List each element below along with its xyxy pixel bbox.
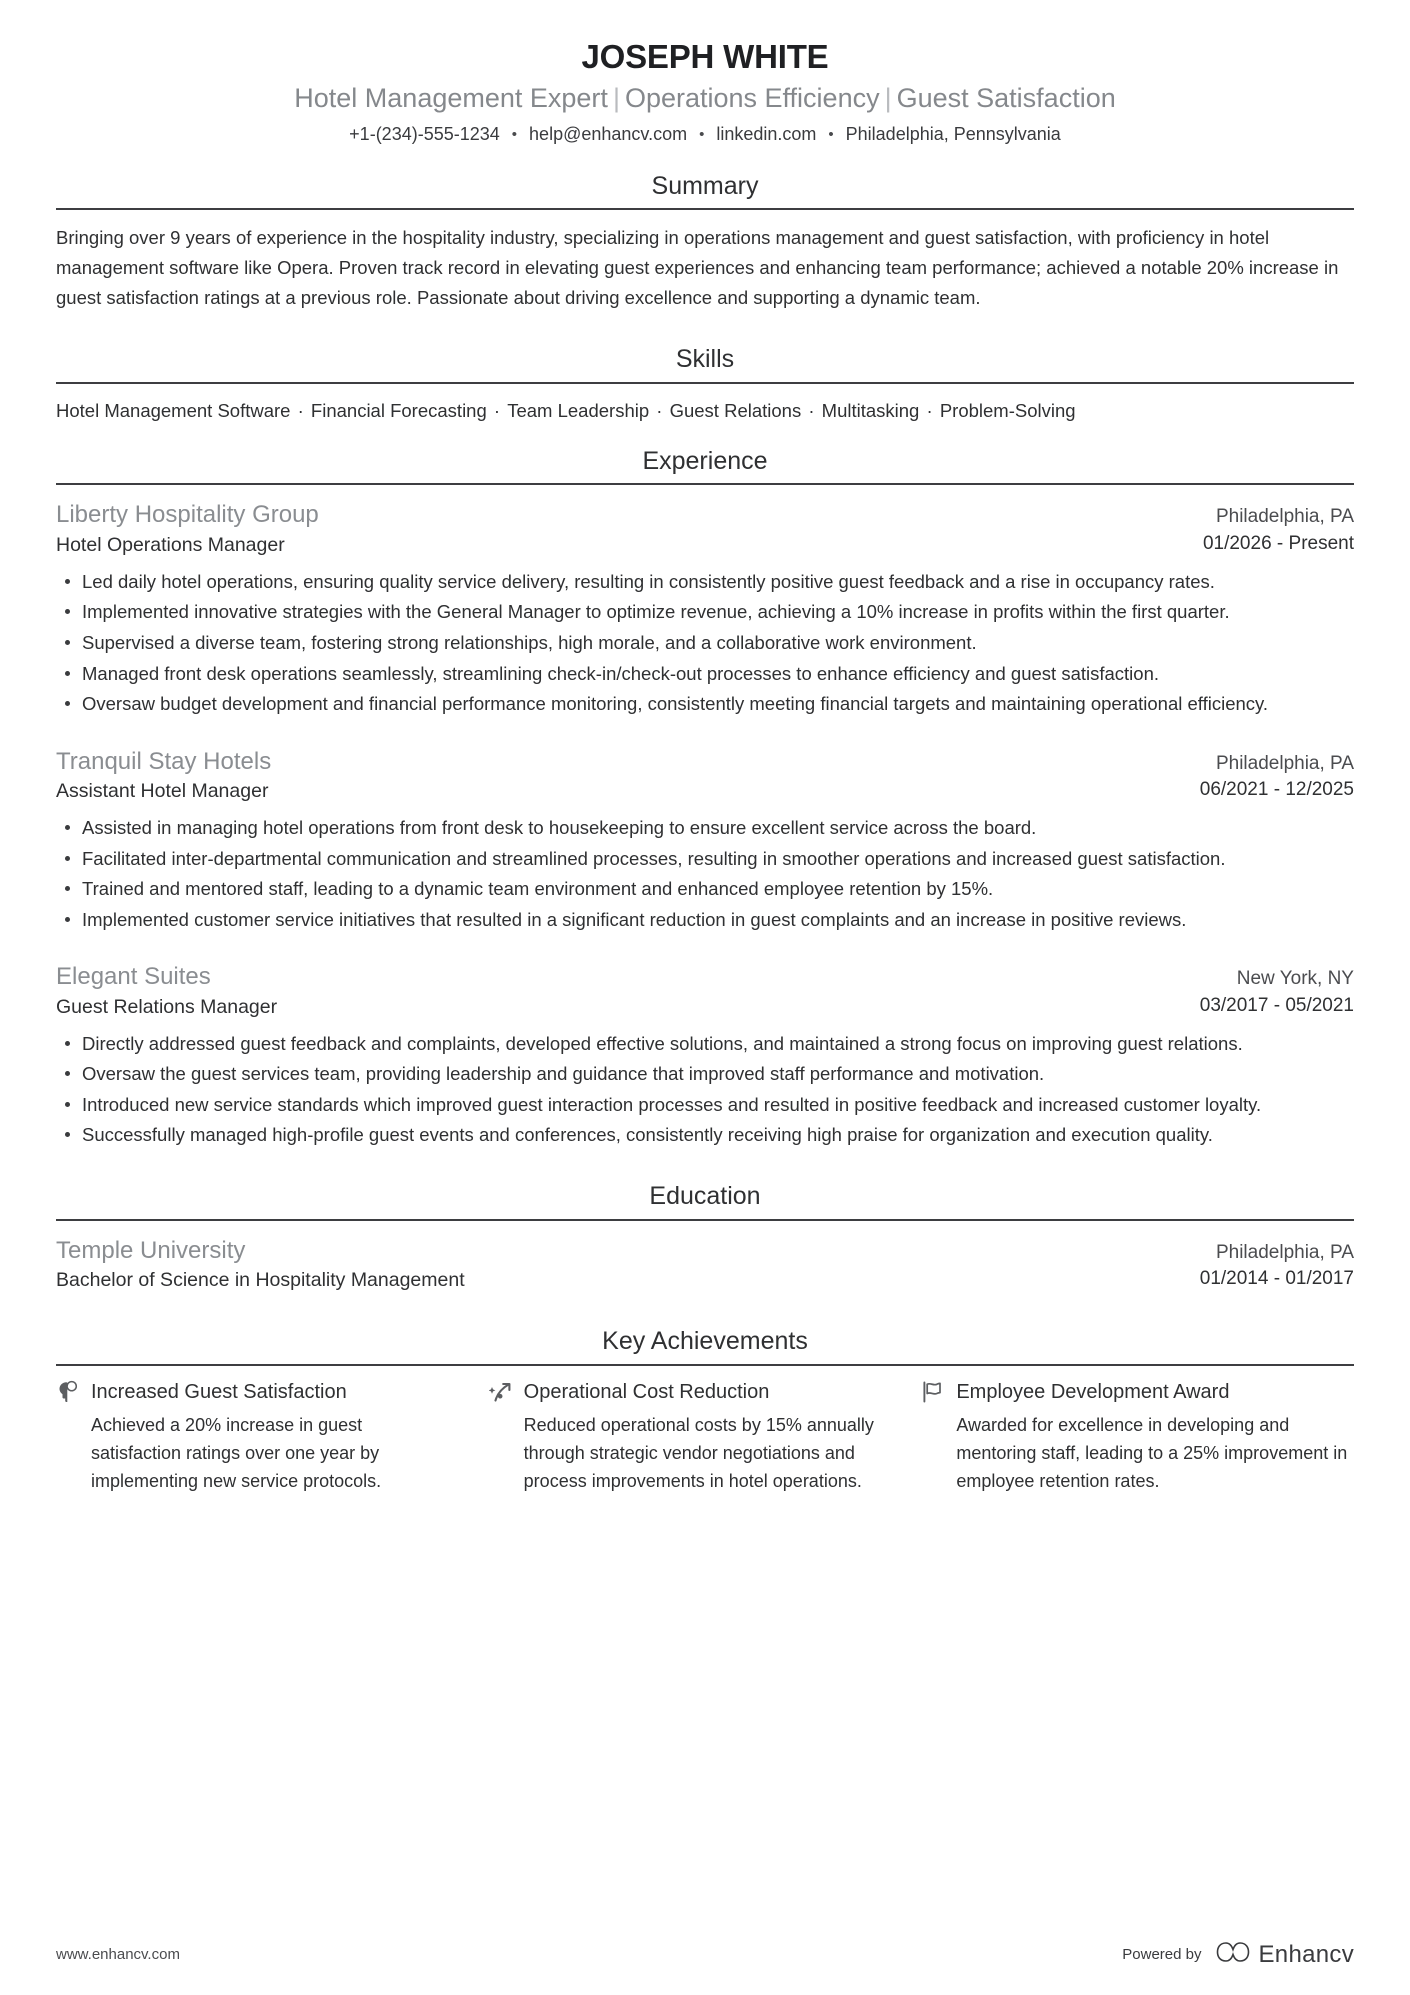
contact-separator-dot-icon: • <box>699 126 705 144</box>
job-bullet: Implemented customer service initiatives that resulted in a significant reduction in guest complaints and an increase in positive reviews. <box>56 905 1354 935</box>
education-entry-header <box>56 1234 1354 1295</box>
job-bullet-list <box>56 1029 1354 1150</box>
key-achievement-description: Achieved a 20% increase in guest satisfaction ratings over one year by implementing new service protocols. <box>91 1414 382 1491</box>
job-bullet: Supervised a diverse team, fostering strong relationships, high morale, and a collaborative work environment. <box>56 628 1354 658</box>
job-bullet: Implemented innovative strategies with the General Manager to optimize revenue, achieving a 10% increase in profits within the first quarter. <box>56 597 1354 627</box>
skill-item: Hotel Management Software <box>56 399 291 421</box>
page-title: JOSEPH WHITE <box>581 38 829 75</box>
job-bullet: Oversaw the guest services team, providing leadership and guidance that improved staff performance and motivation. <box>56 1059 1354 1089</box>
key-achievement-item <box>56 1379 489 1496</box>
skill-item: Guest Relations <box>669 399 802 421</box>
key-achievements-grid <box>56 1379 1354 1496</box>
skill-item: Problem-Solving <box>939 399 1076 421</box>
key-achievement-title: Operational Cost Reduction <box>523 1380 770 1403</box>
experience-entry <box>56 745 1354 935</box>
key-achievement-description: Awarded for excellence in developing and mentoring staff, leading to a 25% improvement in employee retention rates. <box>956 1414 1348 1491</box>
section-divider <box>56 382 1354 384</box>
job-bullet: Introduced new service standards which improved guest interaction processes and resulted in positive feedback and increased customer loyalty. <box>56 1090 1354 1120</box>
job-bullet: Oversaw budget development and financial performance monitoring, consistently meeting financial targets and maintaining operational efficiency. <box>56 689 1354 719</box>
job-bullet-list <box>56 813 1354 934</box>
skill-separator: · <box>803 399 820 421</box>
flag-icon <box>921 1379 945 1405</box>
section-title-experience: Experience <box>642 446 768 475</box>
headline-part-1: Hotel Management Expert <box>294 83 608 114</box>
school-dates: 01/2014 - 01/2017 <box>1199 1268 1354 1290</box>
experience-entry-left <box>56 745 1176 806</box>
key-achievement-item <box>921 1379 1354 1496</box>
skill-item: Financial Forecasting <box>310 399 487 421</box>
footer-branding <box>1122 1940 1354 1969</box>
key-achievement-title: Employee Development Award <box>956 1380 1230 1403</box>
experience-entry-header <box>56 960 1354 1021</box>
section-title-key-achievements: Key Achievements <box>602 1327 808 1356</box>
skill-item: Multitasking <box>821 399 920 421</box>
contact-location[interactable]: Philadelphia, Pennsylvania <box>845 124 1061 145</box>
section-title-skills: Skills <box>675 345 735 374</box>
experience-entry <box>56 960 1354 1150</box>
job-bullet: Led daily hotel operations, ensuring quality service delivery, resulting in consistently positive guest feedback and a rise in occupancy rates. <box>56 567 1354 597</box>
degree-title: Bachelor of Science in Hospitality Management <box>56 1269 465 1292</box>
school-name: Temple University <box>56 1236 246 1264</box>
job-location: Philadelphia, PA <box>1215 506 1354 528</box>
entry-spacer <box>56 727 1354 745</box>
section-divider <box>56 483 1354 485</box>
entry-spacer <box>56 942 1354 960</box>
key-achievement-header <box>921 1379 1354 1405</box>
job-dates: 03/2017 - 05/2021 <box>1199 994 1354 1016</box>
skill-separator: · <box>921 399 938 421</box>
section-skills <box>56 343 1354 425</box>
job-bullet: Assisted in managing hotel operations from front desk to housekeeping to ensure excellent service across the board. <box>56 813 1354 843</box>
contact-info <box>56 122 1354 147</box>
resume-footer <box>56 1900 1354 1995</box>
professional-headline <box>56 81 1354 116</box>
company-name: Elegant Suites <box>56 963 211 991</box>
section-divider <box>56 1364 1354 1366</box>
contact-separator-dot-icon: • <box>511 126 518 144</box>
footer-website-url[interactable]: www.enhancv.com <box>56 1946 180 1963</box>
headline-part-3: Guest Satisfaction <box>896 83 1116 114</box>
summary-text: Bringing over 9 years of experience in the hospitality industry, specializing in operations management and guest satisfaction, with proficiency in hotel management software like Opera. Proven track record in elevating guest experiences and enhancing team performance; achieved a notable 20% increase in guest satisfaction ratings at a previous role. Passionate about driving excellence and supporting a dynamic team. <box>56 227 1339 309</box>
job-bullet: Directly addressed guest feedback and complaints, developed effective solutions, and maintained a strong focus on improving guest relations. <box>56 1029 1354 1059</box>
experience-entry-left <box>56 498 1179 559</box>
job-bullet-list <box>56 567 1354 719</box>
skill-separator: · <box>292 399 309 421</box>
job-title: Assistant Hotel Manager <box>56 780 269 803</box>
key-achievement-item <box>489 1379 922 1496</box>
experience-entry-left <box>56 960 1176 1021</box>
job-dates: 01/2026 - Present <box>1202 533 1354 555</box>
headline-separator: | <box>612 83 620 114</box>
powered-by-label: Powered by <box>1122 1946 1202 1963</box>
job-bullet: Successfully managed high-profile guest events and conferences, consistently receiving high praise for organization and execution quality. <box>56 1120 1354 1150</box>
contact-email[interactable]: help@enhancv.com <box>529 124 688 145</box>
company-name: Liberty Hospitality Group <box>56 501 319 529</box>
job-bullet: Trained and mentored staff, leading to a dynamic team environment and enhanced employee retention by 15%. <box>56 874 1354 904</box>
section-education <box>56 1180 1354 1303</box>
skills-list <box>56 397 1354 425</box>
key-achievement-header <box>56 1379 445 1405</box>
experience-entry-right <box>1179 504 1354 558</box>
education-entry-left <box>56 1234 1176 1295</box>
job-location: New York, NY <box>1236 968 1354 990</box>
skill-separator: · <box>651 399 668 421</box>
job-location: Philadelphia, PA <box>1215 752 1354 774</box>
key-achievement-description: Reduced operational costs by 15% annually through strategic vendor negotiations and process improvements in hotel operations. <box>523 1414 874 1491</box>
section-title-summary: Summary <box>651 171 759 200</box>
section-title-education: Education <box>649 1182 761 1210</box>
enhancv-logo <box>1216 1940 1355 1969</box>
job-title: Hotel Operations Manager <box>56 534 285 557</box>
section-experience <box>56 445 1354 1158</box>
enhancv-mark-icon <box>1216 1940 1250 1969</box>
education-entry-list <box>56 1234 1354 1295</box>
section-divider <box>56 208 1354 210</box>
company-name: Tranquil Stay Hotels <box>56 747 272 775</box>
job-bullet: Managed front desk operations seamlessly, streamlining check-in/check-out processes to enhance efficiency and guest satisfaction. <box>56 659 1354 689</box>
section-divider <box>56 1219 1354 1221</box>
contact-phone[interactable]: +1-(234)-555-1234 <box>349 124 500 145</box>
skill-item: Team Leadership <box>507 399 650 421</box>
enhancv-wordmark: Enhancv <box>1258 1940 1354 1968</box>
section-summary <box>56 170 1354 314</box>
job-title: Guest Relations Manager <box>56 995 278 1018</box>
upward-trend-arrow-icon <box>489 1379 513 1405</box>
experience-entry-header <box>56 745 1354 806</box>
key-achievement-title: Increased Guest Satisfaction <box>91 1380 347 1403</box>
school-location: Philadelphia, PA <box>1215 1241 1354 1263</box>
experience-entry-right <box>1176 966 1354 1020</box>
contact-separator-dot-icon: • <box>828 126 834 144</box>
headline-part-2: Operations Efficiency <box>624 83 880 114</box>
key-achievement-header <box>489 1379 878 1405</box>
experience-entry-right <box>1176 751 1354 805</box>
resume-header <box>56 36 1354 148</box>
head-thought-bubble-icon <box>56 1379 80 1405</box>
education-entry <box>56 1234 1354 1295</box>
headline-separator: | <box>884 83 892 114</box>
contact-linkedin[interactable]: linkedin.com <box>716 124 817 145</box>
job-dates: 06/2021 - 12/2025 <box>1199 779 1354 801</box>
experience-entry-list <box>56 498 1354 1150</box>
skill-separator: · <box>488 399 506 421</box>
experience-entry-header <box>56 498 1354 559</box>
education-entry-right <box>1176 1240 1354 1294</box>
experience-entry <box>56 498 1354 718</box>
job-bullet: Facilitated inter-departmental communication and streamlined processes, resulting in smoother operations and increased guest satisfaction. <box>56 844 1354 874</box>
section-key-achievements <box>56 1325 1354 1495</box>
